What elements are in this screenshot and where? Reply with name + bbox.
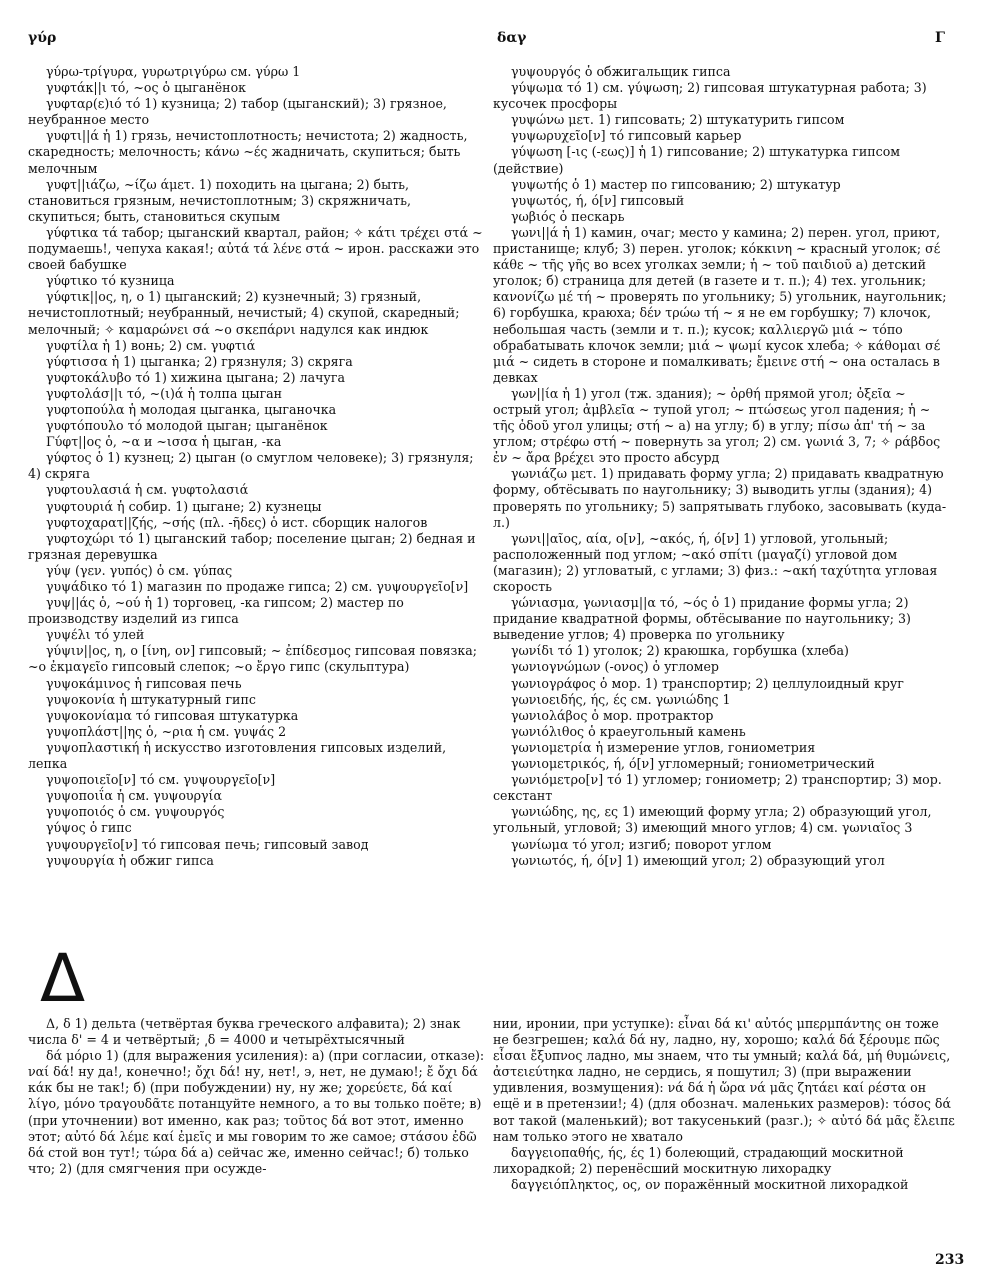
dictionary-entry: γυψουργεῖο[ν] τό гипсовая печь; гипсовый завод	[46, 836, 369, 852]
dictionary-entry: γωνίδι τό 1) уголок; 2) краюшка, горбушка (хлеба)	[511, 643, 849, 659]
dictionary-entry: γωνιόλιθος ὁ краеугольный камень	[511, 723, 746, 739]
dictionary-entry: γυφτι||ά ἡ 1) грязь, нечистоплотность; нечистота; 2) жадность, скаредность; мелочность; κάνω ~ές жадничать, скупиться; быть мелочным	[28, 128, 468, 176]
dictionary-entry: γωνιάζω μετ. 1) придавать форму угла; 2) придавать квадратную форму, обтёсывать по наугольнику; 3) выводить углы (здания); 4) проверять по угольнику; 5) запрятывать глубоко, засовывать (куда-л.)	[493, 466, 947, 530]
dictionary-entry: γύψωμα τό 1) см. γύψωση; 2) гипсовая штукатурная работа; 3) кусочек просфоры	[493, 80, 927, 112]
dictionary-entry: γων||ία ἡ 1) угол (тж. здания); ~ ὀρθή прямой угол; ὀξεῖα ~ острый угол; ἀμβλεῖα ~ тупой угол; ~ πτώσεως угол падения; ἡ ~ τῆς ὁδοῦ угол улицы; στή ~ а) на углу; б) в углу; πίσω ἀπ' τή ~ за углом; στρέφω στή ~ повернуть за угол; 2) см. γωνιά 3, 7; ✧ ράβδος ἐν ~ ἄρα βρέχει это просто абсурд	[493, 385, 941, 466]
dictionary-entry: δαγγειοπαθής, ής, ές 1) болеющий, страдающий москитной лихорадкой; 2) перенёсший москитную лихорадку	[493, 1144, 904, 1176]
dictionary-entry: γωβιός ὁ пескарь	[511, 208, 625, 224]
dictionary-entry: γωνι||ά ἡ 1) камин, очаг; место у камина; 2) перен. угол, приют, пристанище; клуб; 3) перен. уголок; κόκκινη ~ красный уголок; σέ κάθε ~ τῆς γῆς во всех уголках земли; ἡ ~ τοῦ παιδιοῦ а) детский уголок; б) страница для детей (в газете и т. п.); 4) тех. угольник; κανονίζω μέ τή ~ проверять по угольнику; 5) угольник, наугольник; 6) горбушка, краюха; δέν τρώω τή ~ я не ем горбушку; 7) клочок, небольшая часть (земли и т. п.); кусок; καλλιεργῶ μιά ~ τόπο обрабатывать клочок земли; μιά ~ ψωμί кусок хлеба; ✧ κάθομαι σέ μιά ~ сидеть в стороне и помалкивать; ἔμεινε στή ~ она осталась в девках	[493, 224, 947, 385]
dictionary-entry: γωνιώδης, ης, ες 1) имеющий форму угла; 2) образующий угол, угольный, угловой; 3) имеющий много углов; 4) см. γωνιαῖος 3	[493, 804, 932, 836]
dictionary-entry: Δ, δ 1) дельта (четвёртая буква греческого алфавита); 2) знак числа δ' = 4 и четвёртый; ͵δ = 4000 и четырёхтысячный	[28, 1016, 461, 1048]
dictionary-entry: γωνιομετρία ἡ измерение углов, гониометрия	[511, 739, 816, 755]
upper-right-column	[493, 64, 955, 869]
dictionary-entry: γυψοποιός ὁ см. γυψουργός	[46, 804, 225, 820]
dictionary-entry: γυφτάκ||ι τό, ~ος ὁ цыганёнок	[46, 80, 247, 96]
dictionary-entry: γωνιολάβος ὁ мор. протрактор	[511, 707, 714, 723]
dictionary-entry: γυφτουριά ἡ собир. 1) цыгане; 2) кузнецы	[46, 498, 322, 514]
dictionary-entry: γύφτικα τά табор; цыганский квартал, район; ✧ κάτι τρέχει στά ~ подумаешь!, чепуха какая!; αὐτά τά λένε στά ~ ирон. расскажи это своей бабушке	[28, 224, 483, 273]
running-head-center: δαγ	[497, 30, 527, 46]
dictionary-entry: γύψωση [-ις (-εως)] ἡ 1) гипсование; 2) штукатурка гипсом (действие)	[493, 144, 901, 176]
dictionary-entry: γυφτοπούλα ἡ молодая цыганка, цыганочка	[46, 401, 337, 417]
dictionary-entry: γυψωρυχεῖο[ν] τό гипсовый карьер	[511, 128, 742, 144]
dictionary-entry: γωνιόμετρο[ν] τό 1) угломер; гониометр; 2) транспортир; 3) мор. секстант	[493, 772, 942, 804]
dictionary-entry: γυφτοκάλυβο τό 1) хижина цыгана; 2) лачуга	[46, 369, 345, 385]
dictionary-entry: γύφτικ||ος, η, ο 1) цыганский; 2) кузнечный; 3) грязный, нечистоплотный; неубранный, нечистый; 4) скупой, скаредный; мелочный; ✧ καμαρώνει σά ~ο σκεπάρνι надулся как индюк	[28, 289, 460, 337]
dictionary-entry: γωνιωτός, ή, ό[ν] 1) имеющий угол; 2) образующий угол	[511, 852, 885, 868]
dictionary-entry: γύφτισσα ἡ 1) цыганка; 2) грязнуля; 3) скряга	[46, 353, 353, 369]
dictionary-entry: γυψοκάμινος ἡ гипсовая печь	[46, 675, 242, 691]
dictionary-entry: γυψοκονία ἡ штукатурный гипс	[46, 691, 256, 707]
dictionary-entry: γύψος ὁ гипс	[46, 820, 132, 836]
dictionary-entry: нии, иронии, при уступке): εἶναι δά κι' αὐτός μπερμπάντης он тоже не безгрешен; καλά δά ну, ладно, ну, хорошо; καλά δά ξέρουμε πῶς εἶσαι ἔξυπνος ладно, мы знаем, что ты умный; καλά δά, μή θυμώνεις, ἀστειεύτηκα ладно, не сердись, я пошутил; 3) (при выражении удивления, возмущения): νά δά ἡ ὥρα νά μᾶς ζητάει καί ρέστα он ещё и в претензии!; 4) (для обознач. маленьких размеров): τόσος δά вот такой (маленький); вот такусенький (разг.); ✧ αὐτό δά μᾶς ἔλειπε нам только этого не хватало	[493, 1016, 955, 1144]
dictionary-entry: γύφτικο τό кузница	[46, 273, 175, 289]
running-head-right: Γ	[935, 30, 945, 46]
lower-right-column	[493, 1016, 955, 1193]
dictionary-entry: γυψουργία ἡ обжиг гипса	[46, 852, 214, 868]
dictionary-entry: γυφτοχώρι τό 1) цыганский табор; поселение цыган; 2) бедная и грязная деревушка	[28, 530, 476, 562]
dictionary-entry: γυφταρ(ε)ιό τό 1) кузница; 2) табор (цыганский); 3) грязное, неубранное место	[28, 96, 447, 128]
dictionary-entry: γωνιομετρικός, ή, ό[ν] угломерный; гониометрический	[511, 756, 875, 772]
dictionary-entry: γωνίωμα τό угол; изгиб; поворот углом	[511, 836, 772, 852]
dictionary-entry: γυψοπλαστική ἡ искусство изготовления гипсовых изделий, лепка	[28, 739, 447, 772]
dictionary-entry: γωνι||αῖος, αία, ο[ν], ~ακός, ή, ό[ν] 1) угловой, угольный; расположенный под углом; ~ακό σπίτι (μαγαζί) угловой дом (магазин); 2) угловатый, с углами; 3) физ.: ~ακή ταχύτητα угловая скорость	[493, 530, 938, 594]
dictionary-entry: γυψοποιΐα ἡ см. γυψουργία	[46, 788, 222, 804]
running-head-left: γύρ	[28, 30, 57, 46]
lower-left-column	[28, 1016, 485, 1177]
dictionary-entry: γυψοπλάστ||ης ὁ, ~ρια ἡ см. γυψάς 2	[46, 723, 287, 739]
dictionary-entry: δά μόριο 1) (для выражения усиления): а) (при согласии, отказе): ναί δά! ну да!, конечно!; ὄχι δά! ну, нет!, э, нет, не думаю!; ἔ ὄχι δά κάκ бы не так!; б) (при побуждении) ну, ну же; χορεύετε, δά καί λίγο, μόνο τραγουδᾶτε потанцуйте немного, а то вы только поёте; в) (при уточнении) вот именно, как раз; τοῦτος δά вот этот, именно этот; αὐτό δά λέμε καί ἐμεῖς и мы говорим то же самое; στάσου ἐδῶ δά стой вон тут!; τώρα δά а) сейчас же, именно сейчас!; б) только что; 2) (для смягчения при осужде-	[28, 1048, 485, 1176]
dictionary-entry: δαγγειόπληκτος, ος, ον поражённый москитной лихорадкой	[511, 1176, 909, 1192]
dictionary-entry: γωνιοειδής, ής, ές см. γωνιώδης 1	[511, 691, 731, 707]
dictionary-entry: γυφτίλα ἡ 1) вонь; 2) см. γυφτιά	[46, 337, 256, 353]
dictionary-entry: γυφτόπουλο τό молодой цыган; цыганёнок	[46, 418, 328, 434]
dictionary-entry: γυψοποιεῖο[ν] τό см. γυψουργεῖο[ν]	[46, 772, 276, 788]
dictionary-entry: γώνιασμα, γωνιασμ||α τό, ~ός ὁ 1) придание формы угла; 2) придание квадратной формы, обтёсывание по наугольнику; 3) выведение углов; 4) проверка по угольнику	[493, 595, 911, 643]
upper-left-column	[28, 64, 485, 869]
dictionary-entry: γυψ||άς ὁ, ~ού ἡ 1) торговец, -ка гипсом; 2) мастер по производству изделий из гипса	[28, 595, 404, 627]
dictionary-entry: γυφτ||ιάζω, ~ίζω άμετ. 1) походить на цыгана; 2) быть, становиться грязным, нечистоплотным; 3) скряжничать, скупиться; быть, становиться скупым	[28, 176, 411, 224]
dictionary-entry: γυψάδικο τό 1) магазин по продаже гипса; 2) см. γυψουργεῖο[ν]	[46, 579, 469, 594]
dictionary-entry: γυψωτός, ή, ό[ν] гипсовый	[511, 192, 685, 208]
dictionary-entry: γυφτολάσ||ι τό, ~(ι)ά ἡ толпа цыган	[46, 385, 283, 401]
dictionary-entry: γυψώνω μετ. 1) гипсовать; 2) штукатурить гипсом	[511, 112, 845, 128]
dictionary-entry: γύψ (γεν. γυπός) ὁ см. γύπας	[46, 562, 233, 578]
dictionary-entry: γυφτοχαρατ||ζής, ~σής (πλ. -ῆδες) ὁ ист. сборщик налогов	[46, 514, 428, 530]
dictionary-entry: γυψοκονίαμα τό гипсовая штукатурка	[46, 707, 299, 723]
page-number: 233	[935, 1252, 965, 1268]
dictionary-entry: γύψιν||ος, η, ο [ίνη, ον] гипсовый; ~ ἐπίδεσμος гипсовая повязка; ~ο ἐκμαγεῖο гипсовый слепок; ~ο ἔργο гипс (скульптура)	[28, 643, 478, 675]
dictionary-entry: γωνιογράφος ὁ мор. 1) транспортир; 2) целлулоидный круг	[511, 675, 904, 691]
dictionary-entry: γύφτος ὁ 1) кузнец; 2) цыган (о смуглом человеке); 3) грязнуля; 4) скряга	[28, 450, 474, 482]
dictionary-entry: Γύφτ||ος ὁ, ~α и ~ισσα ἡ цыган, -ка	[46, 434, 282, 450]
dictionary-entry: γυψουργός ὁ обжигальщик гипса	[511, 64, 731, 79]
dictionary-entry: γωνιογνώμων (-ονος) ὁ угломер	[511, 659, 719, 675]
dictionary-entry: γυφτουλασιά ἡ см. γυφτολασιά	[46, 482, 249, 498]
dictionary-entry: γύρω-τρίγυρα, γυρωτριγύρω см. γύρω 1	[46, 64, 301, 79]
dictionary-entry: γυψέλι τό улей	[46, 627, 145, 643]
dictionary-entry: γυψωτής ὁ 1) мастер по гипсованию; 2) штукатур	[511, 176, 841, 192]
section-letter: Δ	[40, 940, 86, 1017]
